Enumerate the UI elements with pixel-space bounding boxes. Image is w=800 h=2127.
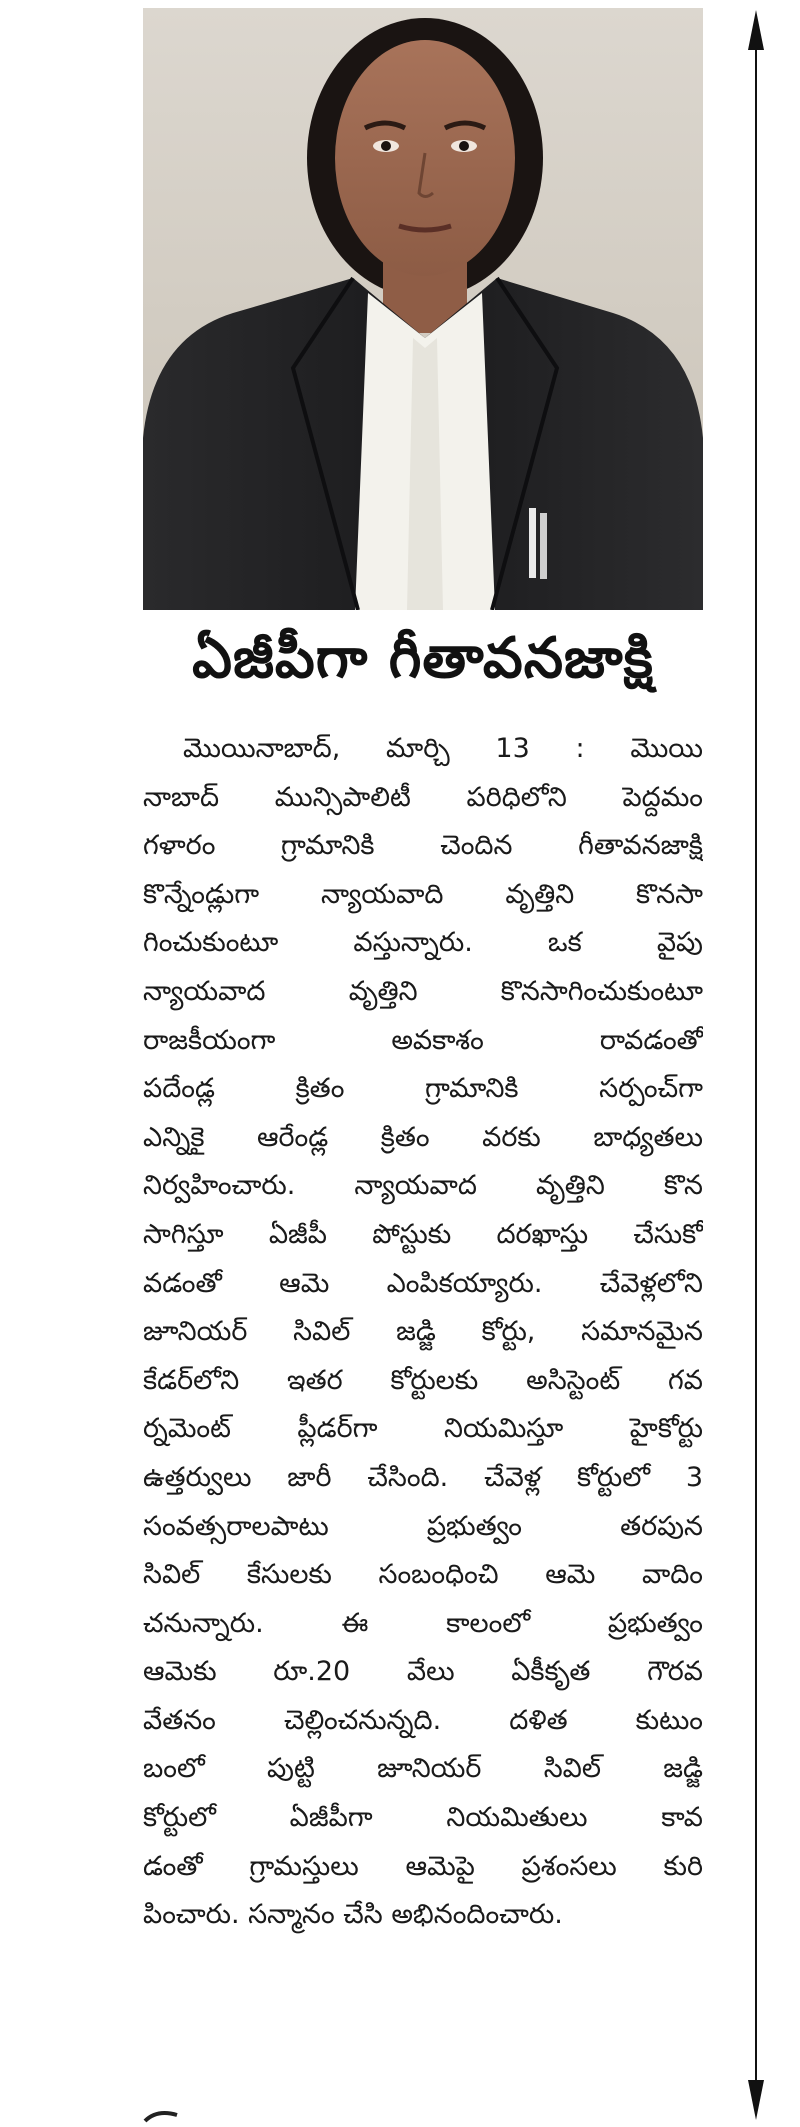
body-line: గళారం గ్రామానికి చెందిన గీతావనజాక్షి [143, 830, 703, 862]
body-line: పదేండ్ల క్రితం గ్రామానికి సర్పంచ్‌గా [143, 1073, 703, 1105]
body-line: వడంతో ఆమె ఎంపికయ్యారు. చేవెళ్లలోని [143, 1267, 703, 1299]
body-line: ర్నమెంట్ ప్లీడర్‌గా నియమిస్తూ హైకోర్టు [143, 1413, 703, 1445]
portrait-photo [143, 8, 703, 610]
body-line: మొయినాబాద్, మార్చి 13 : మొయి [183, 733, 703, 764]
body-line: పించారు. సన్మానం చేసి అభినందించారు. [143, 1899, 563, 1931]
body-line: బంలో పుట్టి జూనియర్ సివిల్ జడ్జి [143, 1753, 703, 1785]
article-headline: ఏజీపీగా గీతావనజాక్షి [192, 625, 654, 691]
body-line: న్యాయవాద వృత్తిని కొనసాగించుకుంటూ [143, 975, 703, 1007]
article-body [143, 725, 703, 1940]
body-line: రాజకీయంగా అవకాశం రావడంతో [143, 1024, 703, 1056]
body-line: నిర్వహించారు. న్యాయవాద వృత్తిని కొన [143, 1170, 703, 1202]
body-line: కేడర్‌లోని ఇతర కోర్టులకు అసిస్టెంట్ గవ [143, 1364, 703, 1396]
body-line: సివిల్ కేసులకు సంబంధించి ఆమె వాదిం [143, 1559, 703, 1591]
body-line: ఆమెకు రూ.20 వేలు ఏకీకృత గౌరవ [143, 1656, 703, 1688]
clip-edge-mark [143, 2108, 183, 2122]
body-line: జూనియర్ సివిల్ జడ్జి కోర్టు, సమానమైన [143, 1316, 703, 1348]
body-line: ఎన్నికై ఆరేండ్ల క్రితం వరకు బాధ్యతలు [143, 1121, 703, 1153]
body-line: ఉత్తర్వులు జారీ చేసింది. చేవెళ్ల కోర్టులో 3 [143, 1461, 703, 1493]
body-line: వేతనం చెల్లించనున్నది. దళిత కుటుం [143, 1704, 703, 1736]
body-line: సంవత్సరాలపాటు ప్రభుత్వం తరపున [143, 1510, 703, 1542]
double-arrow-vertical-icon [746, 10, 766, 2120]
body-line: కోర్టులో ఏజీపీగా నియమితులు కావ [143, 1802, 703, 1834]
portrait-illustration [143, 8, 703, 610]
body-line: సాగిస్తూ ఏజీపీ పోస్టుకు దరఖాస్తు చేసుకో [143, 1218, 703, 1250]
body-line: గించుకుంటూ వస్తున్నారు. ఒక వైపు [143, 927, 703, 959]
body-line: చనున్నారు. ఈ కాలంలో ప్రభుత్వం [143, 1607, 703, 1639]
body-line: కొన్నేండ్లుగా న్యాయవాది వృత్తిని కొనసా [143, 878, 703, 910]
body-line: నాబాద్ మున్సిపాలిటీ పరిధిలోని పెద్దమం [143, 781, 703, 813]
body-line: డంతో గ్రామస్తులు ఆమెపై ప్రశంసలు కురి [143, 1850, 703, 1882]
